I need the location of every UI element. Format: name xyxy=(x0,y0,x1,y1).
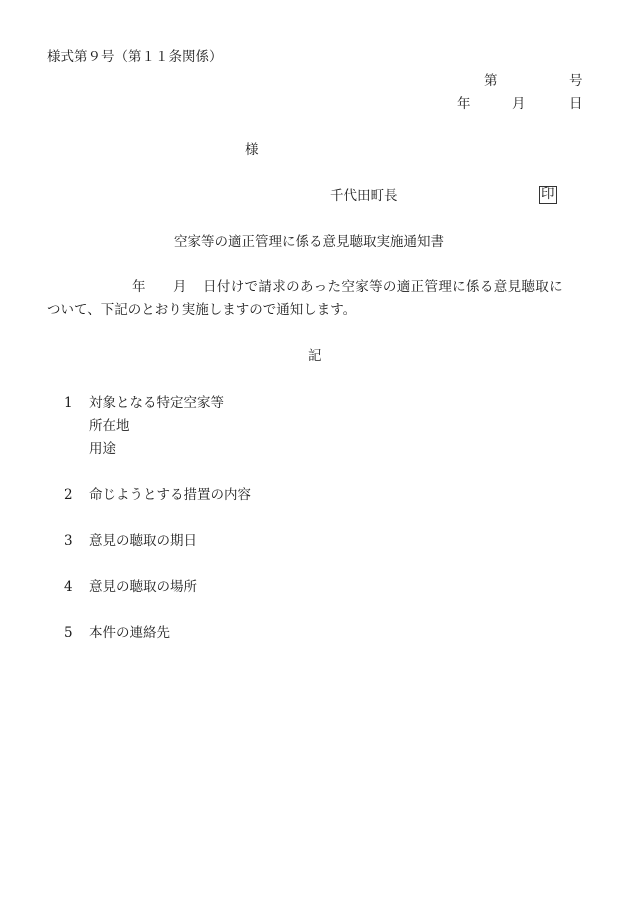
date-year: 年 xyxy=(457,96,471,112)
form-number: 様式第９号（第１１条関係） xyxy=(47,49,223,65)
item-sub-label: 用途 xyxy=(89,441,116,457)
body-line1: 日付けで請求のあった空家等の適正管理に係る意見聴取に xyxy=(203,279,563,295)
seal-mark: 印 xyxy=(541,186,555,202)
item-number: 5 xyxy=(64,625,73,641)
item-label: 意見の聴取の場所 xyxy=(89,579,197,595)
item-number: 4 xyxy=(64,579,73,595)
item-number: 2 xyxy=(64,487,73,503)
body-line2: ついて、下記のとおり実施しますので通知します。 xyxy=(47,302,357,318)
item-label: 命じようとする措置の内容 xyxy=(89,487,251,503)
doc-number-suffix: 号 xyxy=(569,73,583,89)
sender-name: 千代田町長 xyxy=(330,188,398,204)
doc-number-prefix: 第 xyxy=(484,73,498,89)
item-label: 対象となる特定空家等 xyxy=(89,395,224,411)
addressee-honorific: 様 xyxy=(245,142,259,158)
record-heading: 記 xyxy=(308,348,322,364)
item-label: 本件の連絡先 xyxy=(89,625,170,641)
body-year: 年 xyxy=(132,279,146,295)
item-number: 3 xyxy=(64,533,73,549)
item-sub-label: 所在地 xyxy=(89,418,130,434)
date-month: 月 xyxy=(512,96,526,112)
item-number: 1 xyxy=(64,395,73,411)
item-label: 意見の聴取の期日 xyxy=(89,533,197,549)
document-title: 空家等の適正管理に係る意見聴取実施通知書 xyxy=(174,234,444,250)
body-month: 月 xyxy=(173,279,187,295)
date-day: 日 xyxy=(569,96,583,112)
